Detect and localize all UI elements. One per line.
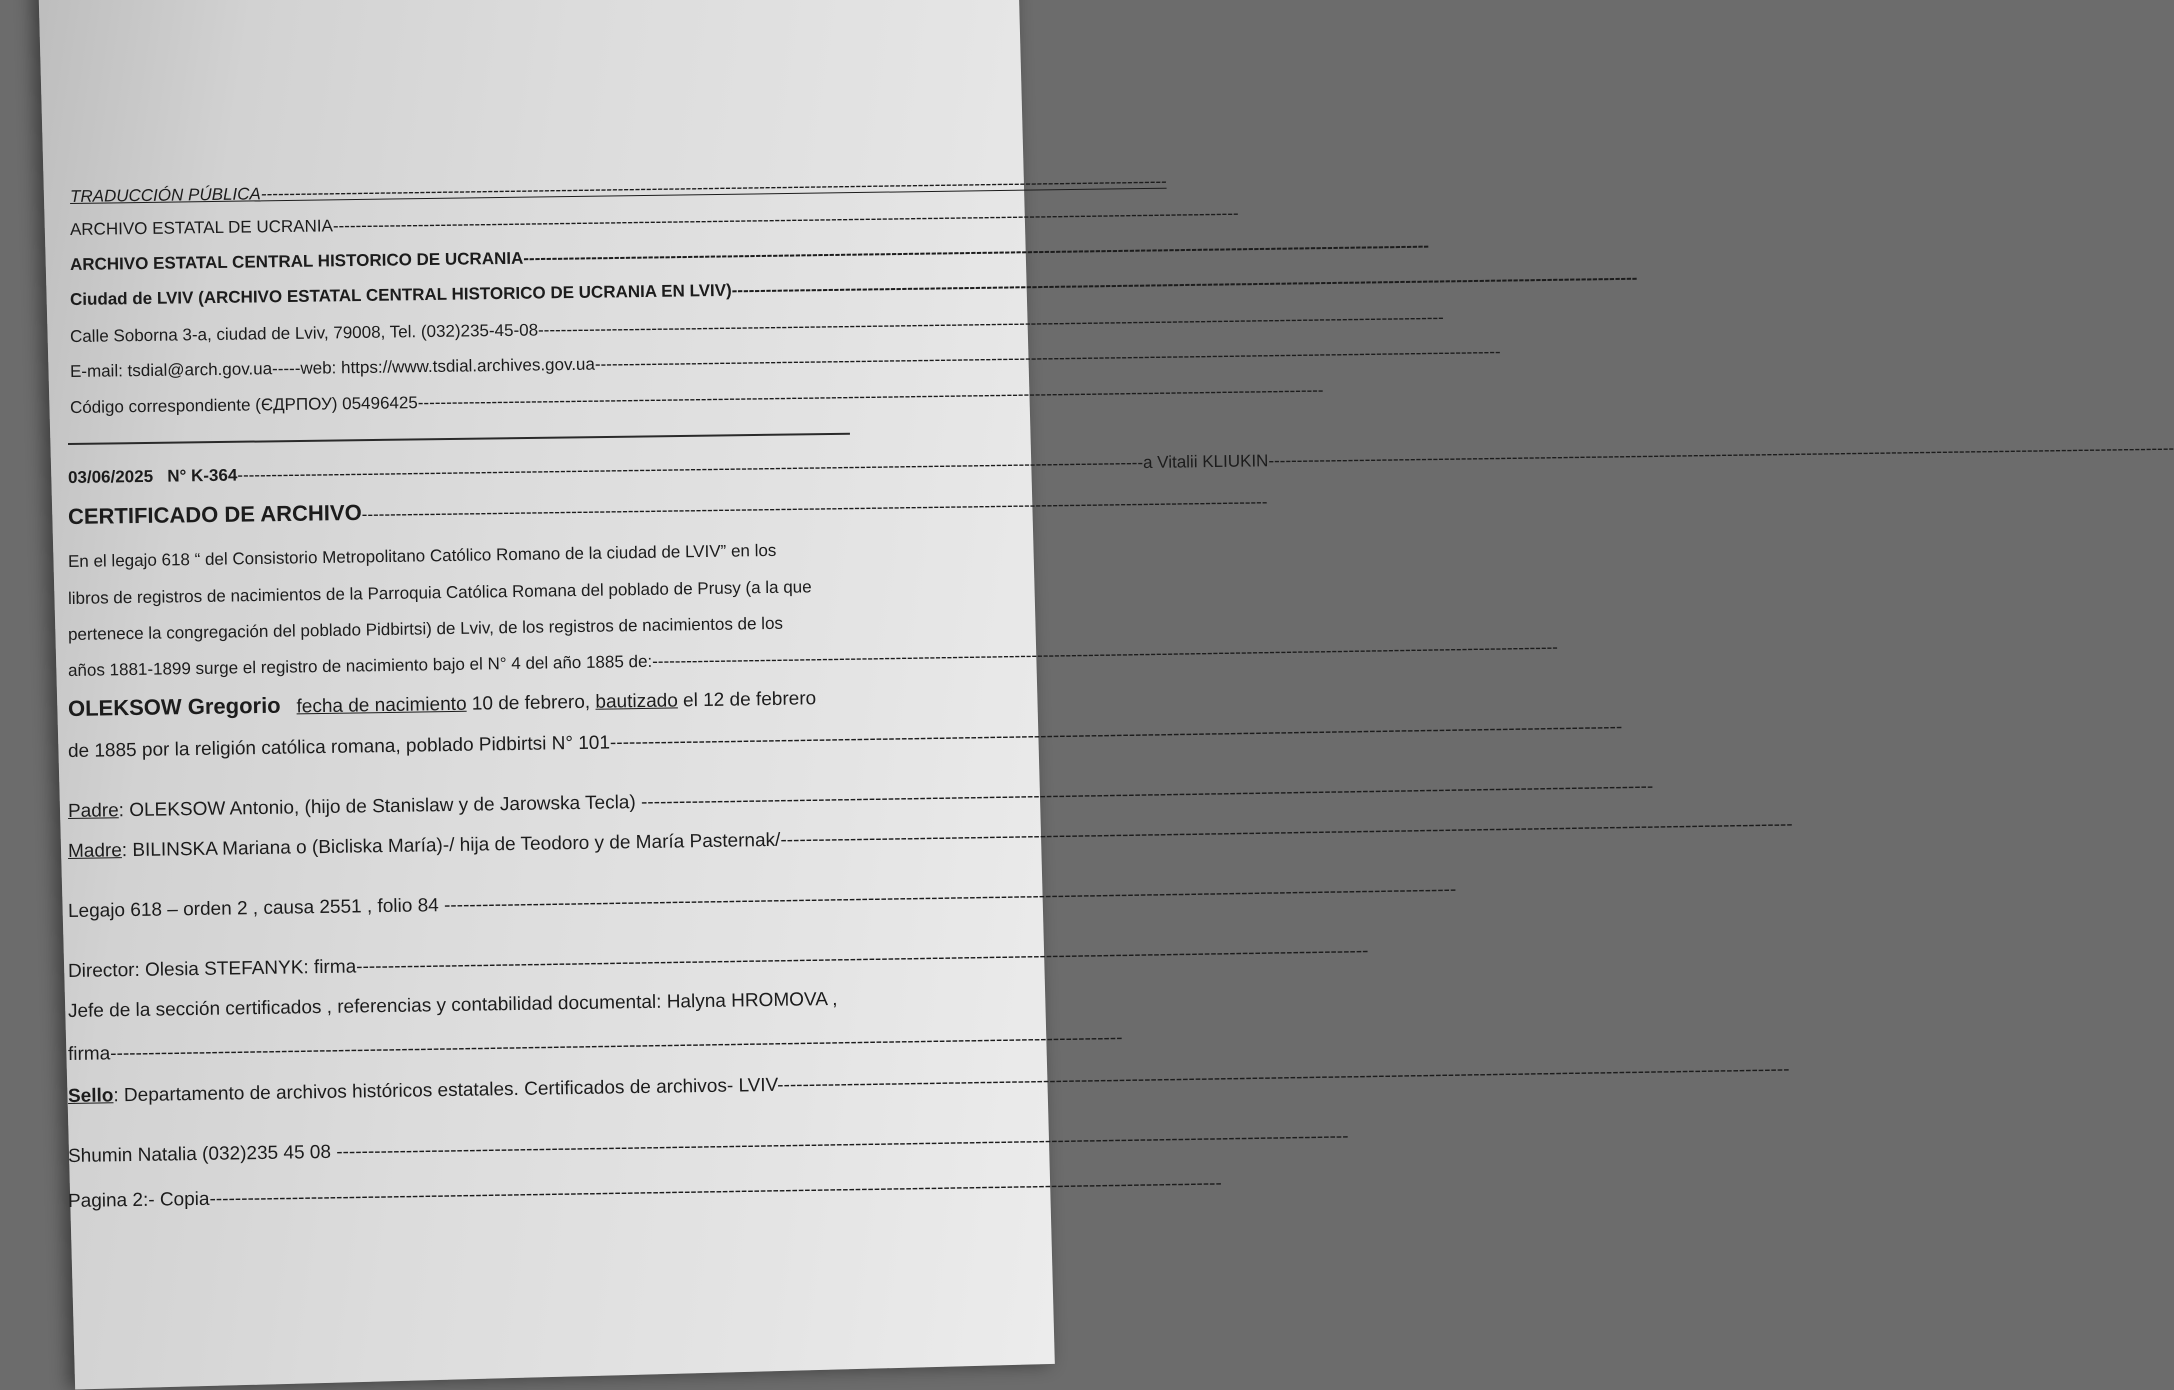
reference-recipient: a Vitalii KLIUKIN (1142, 451, 1269, 472)
jefe-line: Jefe de la sección certificados , referencias y contabilidad documental: Halyna HROMOVA , (67, 988, 838, 1022)
birth-date-label: fecha de nacimiento (296, 693, 467, 718)
baptism-label: bautizado (595, 690, 678, 713)
email-web-line: E-mail: tsdial@arch.gov.ua-----web: https://www.tsdial.archives.gov.ua---------------------------------------------------------------------------------------------------------------------------------------------------------------- (69, 342, 1501, 381)
dash-filler: ---------------------------------------------------------------------------------------------------------------------------------------------------------------- (443, 879, 1457, 917)
archivo-estatal-line: ARCHIVO ESTATAL DE UCRANIA---------------------------------------------------------------------------------------------------------------------------------------------------------------- (69, 203, 1239, 239)
father-label: Padre (67, 800, 119, 822)
dash-filler: ---------------------------------------------------------------------------------------------------------------------------------------------------------------- (523, 236, 1430, 268)
dash-filler: ---------------------------------------------------------------------------------------------------------------------------------------------------------------- (260, 171, 1167, 204)
mother-line (67, 813, 1793, 864)
firma-line: firma---------------------------------------------------------------------------------------------------------------------------------------------------------------- (67, 1027, 1123, 1065)
person-name: OLEKSOW Gregorio (67, 692, 281, 721)
dash-filler: ---------------------------------------------------------------------------------------------------------------------------------------------------------------- (537, 307, 1444, 340)
mother-label: Madre (67, 840, 123, 862)
codigo-line: Código correspondiente (ЄДРПОУ) 05496425---------------------------------------------------------------------------------------------------------------------------------------------------------------- (69, 380, 1324, 417)
body-line-1: En el legajo 618 “ del Consistorio Metropolitano Católico Romano de la ciudad de LVIV” en los (67, 540, 777, 571)
dash-filler: ---------------------------------------------------------------------------------------------------------------------------------------------------------------- (361, 492, 1268, 524)
birth-date-value: 10 de febrero, (466, 691, 596, 715)
shumin-line: Shumin Natalia (032)235 45 08 ---------------------------------------------------------------------------------------------------------------------------------------------------------------- (67, 1125, 1349, 1167)
traduccion-heading: TRADUCCIÓN PÚBLICA---------------------------------------------------------------------------------------------------------------------------------------------------------------- (69, 171, 1167, 206)
dash-filler: ---------------------------------------------------------------------------------------------------------------------------------------------------------------- (110, 1027, 1123, 1065)
reference-number: N° K-364 (167, 465, 238, 486)
name-line (68, 684, 868, 723)
legajo-line: Legajo 618 – orden 2 , causa 2551 , folio 84 ---------------------------------------------------------------------------------------------------------------------------------------------------------------- (67, 879, 1457, 922)
body-line-3: pertenece la congregación del poblado Pidbirtsi) de Lviv, de los registros de nacimientos de los (67, 613, 784, 644)
dash-filler: ---------------------------------------------------------------------------------------------------------------------------------------------------------------- (332, 203, 1239, 236)
dash-filler: ---------------------------------------------------------------------------------------------------------------------------------------------------------------- (1268, 438, 2174, 471)
dash-filler: ---------------------------------------------------------------------------------------------------------------------------------------------------------------- (640, 776, 1654, 813)
reference-date: 03/06/2025 (67, 466, 154, 487)
sello-value: : Departamento de archivos históricos estatales. Certificados de archivos- LVIV (113, 1074, 778, 1107)
dash-filler: ---------------------------------------------------------------------------------------------------------------------------------------------------------------- (336, 1125, 1349, 1163)
ciudad-line: Ciudad de LVIV (ARCHIVO ESTATAL CENTRAL HISTORICO DE UCRANIA EN LVIV)---------------------------------------------------------------------------------------------------------------------------------------------------------------- (69, 268, 1638, 309)
dash-filler: ---------------------------------------------------------------------------------------------------------------------------------------------------------------- (594, 342, 1501, 374)
sello-label: Sello (67, 1085, 114, 1107)
father-line (67, 776, 1654, 824)
header-divider (68, 433, 850, 445)
baptism-value: el 12 de febrero (677, 688, 817, 712)
dash-filler: ---------------------------------------------------------------------------------------------------------------------------------------------------------------- (237, 452, 1144, 485)
reference-line (67, 438, 2174, 490)
mother-value: : BILINSKA Mariana o (Bicliska María)-/ hija de Teodoro y de María Pasternak/ (121, 829, 781, 862)
dash-filler: ---------------------------------------------------------------------------------------------------------------------------------------------------------------- (609, 716, 1623, 754)
pagina-line: Pagina 2:- Copia---------------------------------------------------------------------------------------------------------------------------------------------------------------- (67, 1172, 1222, 1212)
director-line: Director: Olesia STEFANYK: firma---------------------------------------------------------------------------------------------------------------------------------------------------------------- (67, 940, 1369, 982)
dash-filler: ---------------------------------------------------------------------------------------------------------------------------------------------------------------- (356, 940, 1369, 978)
baptism-continuation: de 1885 por la religión católica romana, poblado Pidbirtsi N° 101---------------------------------------------------------------------------------------------------------------------------------------------------------------- (67, 716, 1623, 762)
dash-filler: ---------------------------------------------------------------------------------------------------------------------------------------------------------------- (777, 1058, 1790, 1096)
sello-line (67, 1058, 1790, 1109)
direccion-line: Calle Soborna 3-a, ciudad de Lviv, 79008, Tel. (032)235-45-08---------------------------------------------------------------------------------------------------------------------------------------------------------------- (69, 307, 1444, 346)
dash-filler: ---------------------------------------------------------------------------------------------------------------------------------------------------------------- (652, 637, 1559, 671)
body-line-4: años 1881-1899 surge el registro de nacimiento bajo el N° 4 del año 1885 de:---------------------------------------------------------------------------------------------------------------------------------------------------------------- (67, 637, 1559, 680)
certificate-title: CERTIFICADO DE ARCHIVO---------------------------------------------------------------------------------------------------------------------------------------------------------------- (67, 492, 1268, 529)
dash-filler: ---------------------------------------------------------------------------------------------------------------------------------------------------------------- (780, 813, 1793, 851)
dash-filler: ---------------------------------------------------------------------------------------------------------------------------------------------------------------- (731, 268, 1638, 300)
dash-filler: ---------------------------------------------------------------------------------------------------------------------------------------------------------------- (417, 380, 1324, 413)
dash-filler: ---------------------------------------------------------------------------------------------------------------------------------------------------------------- (209, 1172, 1222, 1210)
body-line-2: libros de registros de nacimientos de la Parroquia Católica Romana del poblado de Prusy (a la que (67, 577, 812, 608)
father-value: : OLEKSOW Antonio, (hijo de Stanislaw y de Jarowska Tecla) (118, 791, 642, 822)
archivo-central-line: ARCHIVO ESTATAL CENTRAL HISTORICO DE UCRANIA---------------------------------------------------------------------------------------------------------------------------------------------------------------- (69, 236, 1430, 274)
